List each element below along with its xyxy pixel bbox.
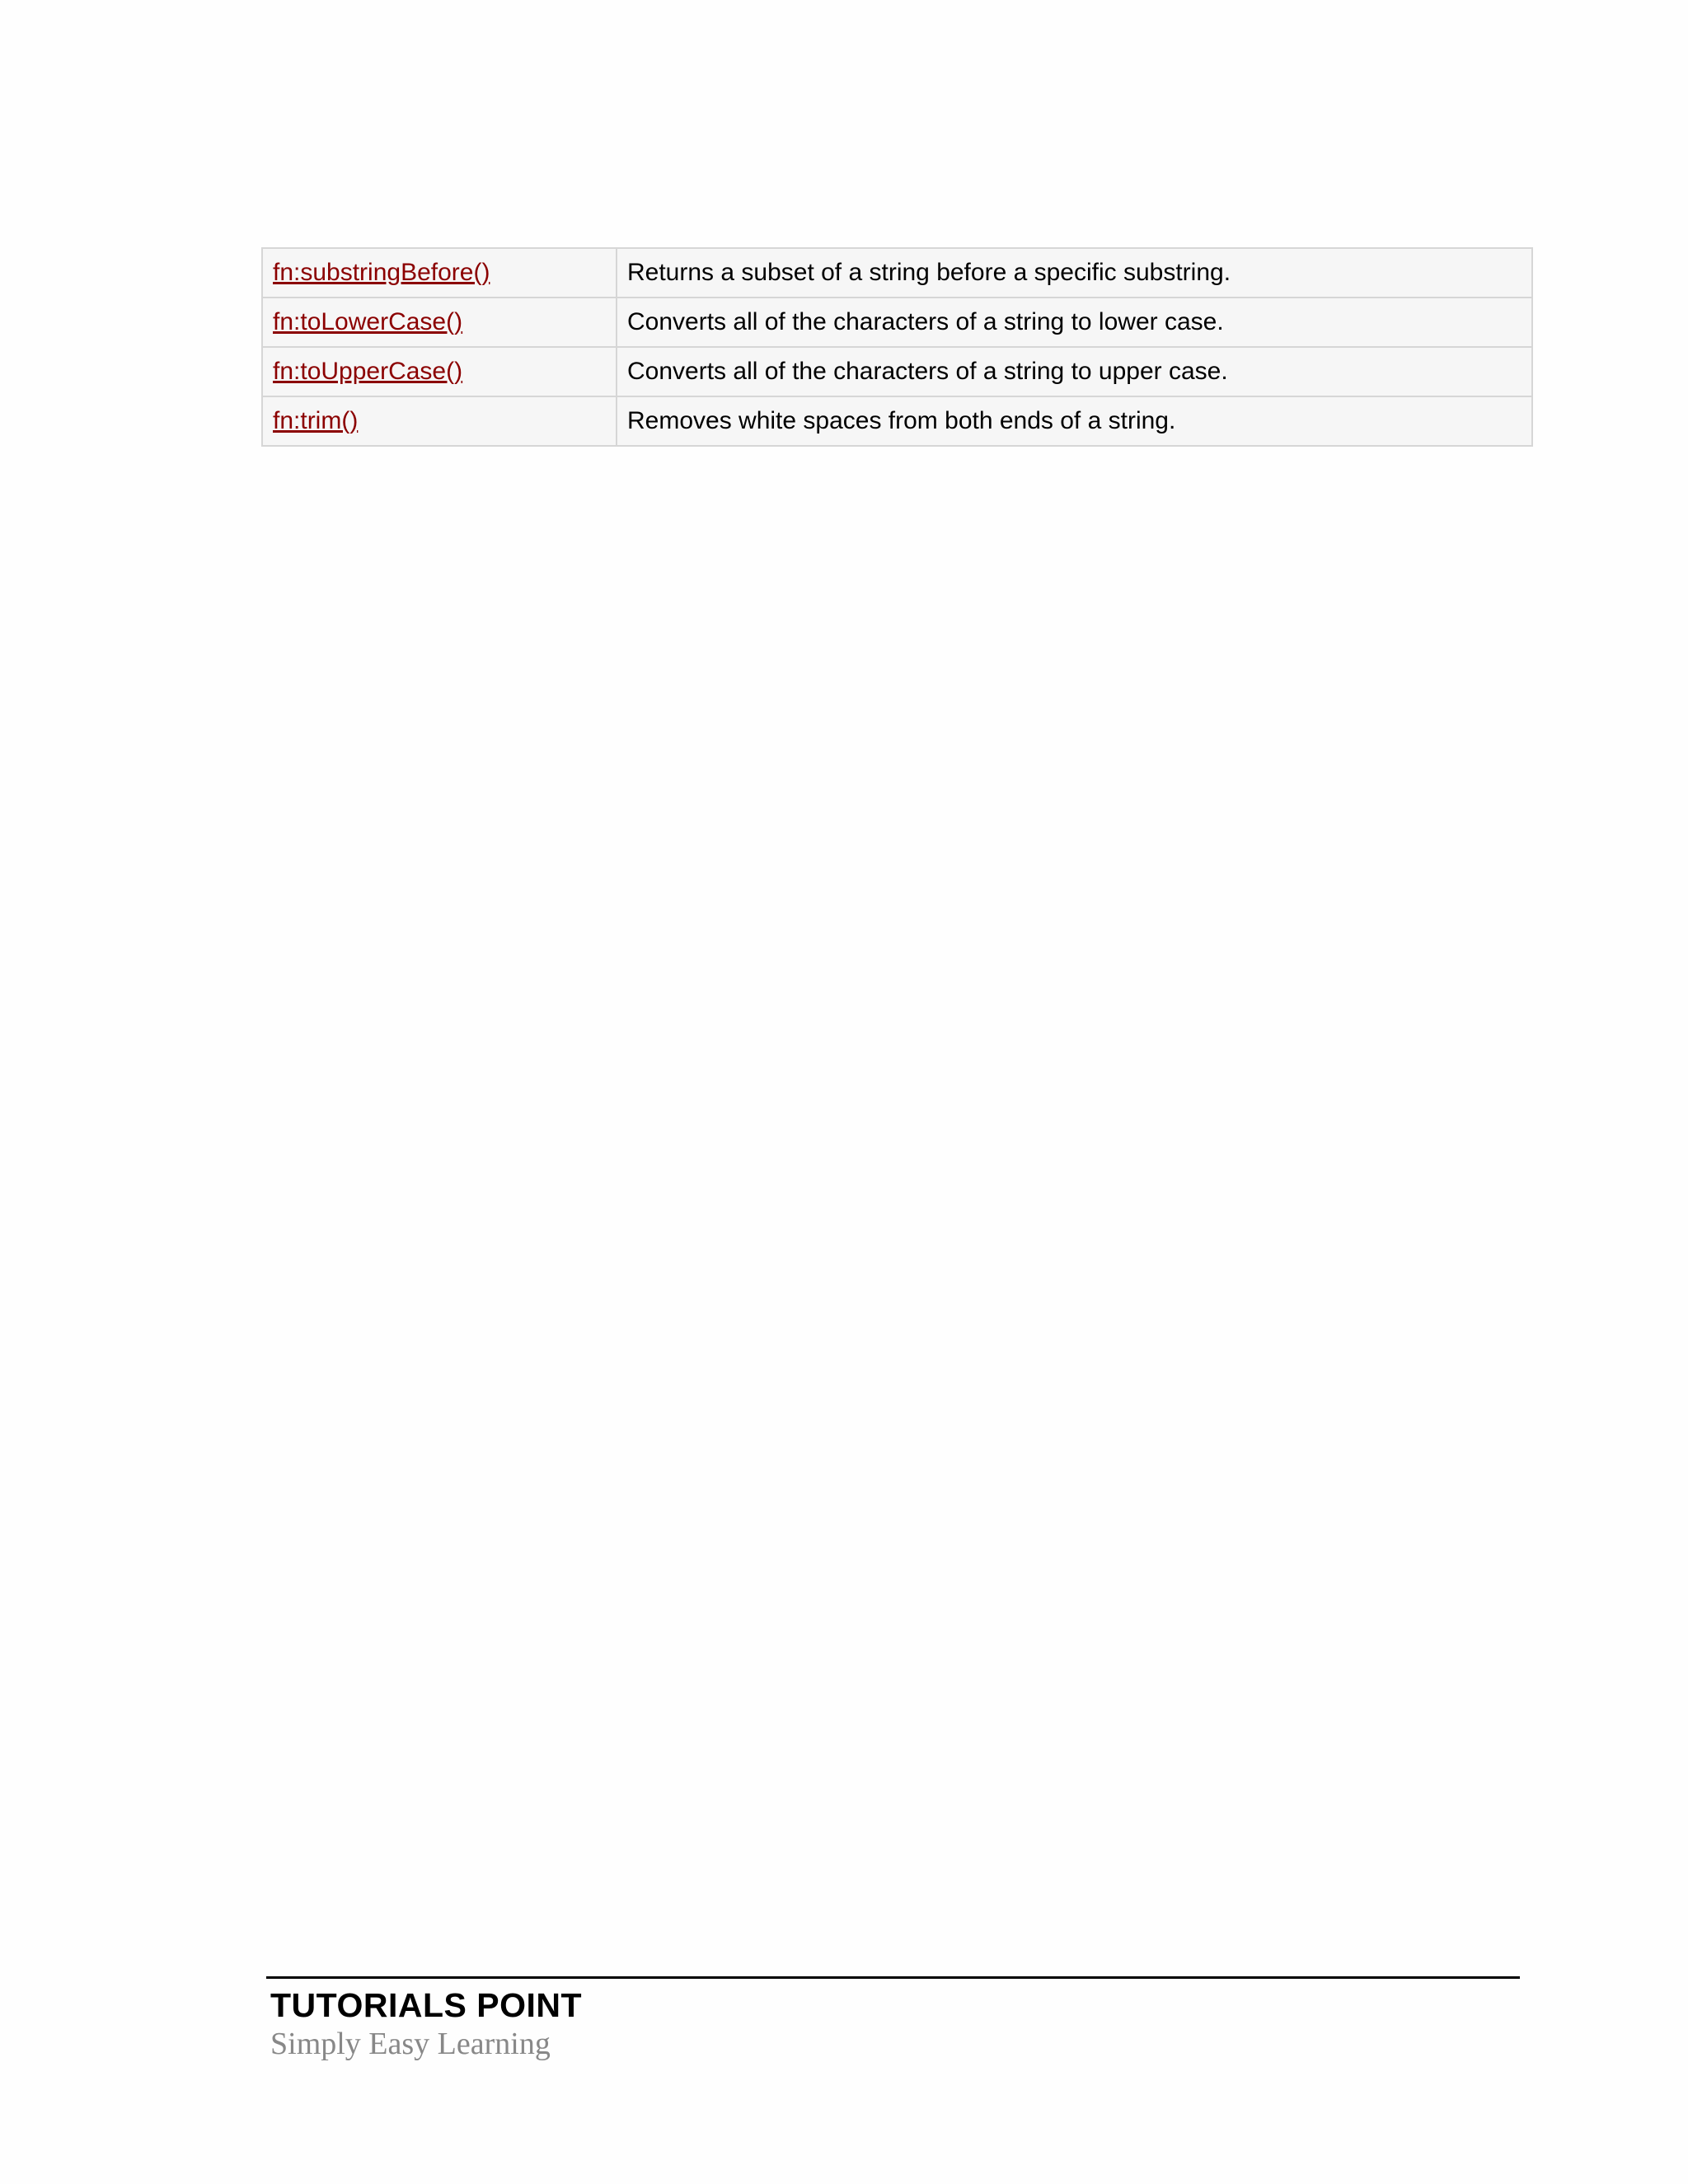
function-description-cell: Returns a subset of a string before a specific substring.	[617, 248, 1532, 298]
function-description-cell: Removes white spaces from both ends of a string.	[617, 396, 1532, 446]
table-row	[262, 248, 1532, 298]
functions-table	[261, 247, 1533, 447]
function-link[interactable]: fn:substringBefore()	[273, 259, 490, 286]
table-row	[262, 396, 1532, 446]
footer-tagline: Simply Easy Learning	[270, 2027, 551, 2061]
function-link[interactable]: fn:trim()	[273, 407, 359, 434]
table-row	[262, 347, 1532, 396]
function-name-cell	[262, 396, 617, 446]
function-link[interactable]: fn:toLowerCase()	[273, 308, 463, 335]
function-name-cell	[262, 298, 617, 347]
function-description-cell: Converts all of the characters of a string to lower case.	[617, 298, 1532, 347]
function-description-cell: Converts all of the characters of a string to upper case.	[617, 347, 1532, 396]
function-name-cell	[262, 248, 617, 298]
table-row	[262, 298, 1532, 347]
footer-brand: TUTORIALS POINT	[270, 1986, 583, 2024]
function-link[interactable]: fn:toUpperCase()	[273, 358, 463, 385]
function-name-cell	[262, 347, 617, 396]
footer-divider	[266, 1976, 1520, 1979]
